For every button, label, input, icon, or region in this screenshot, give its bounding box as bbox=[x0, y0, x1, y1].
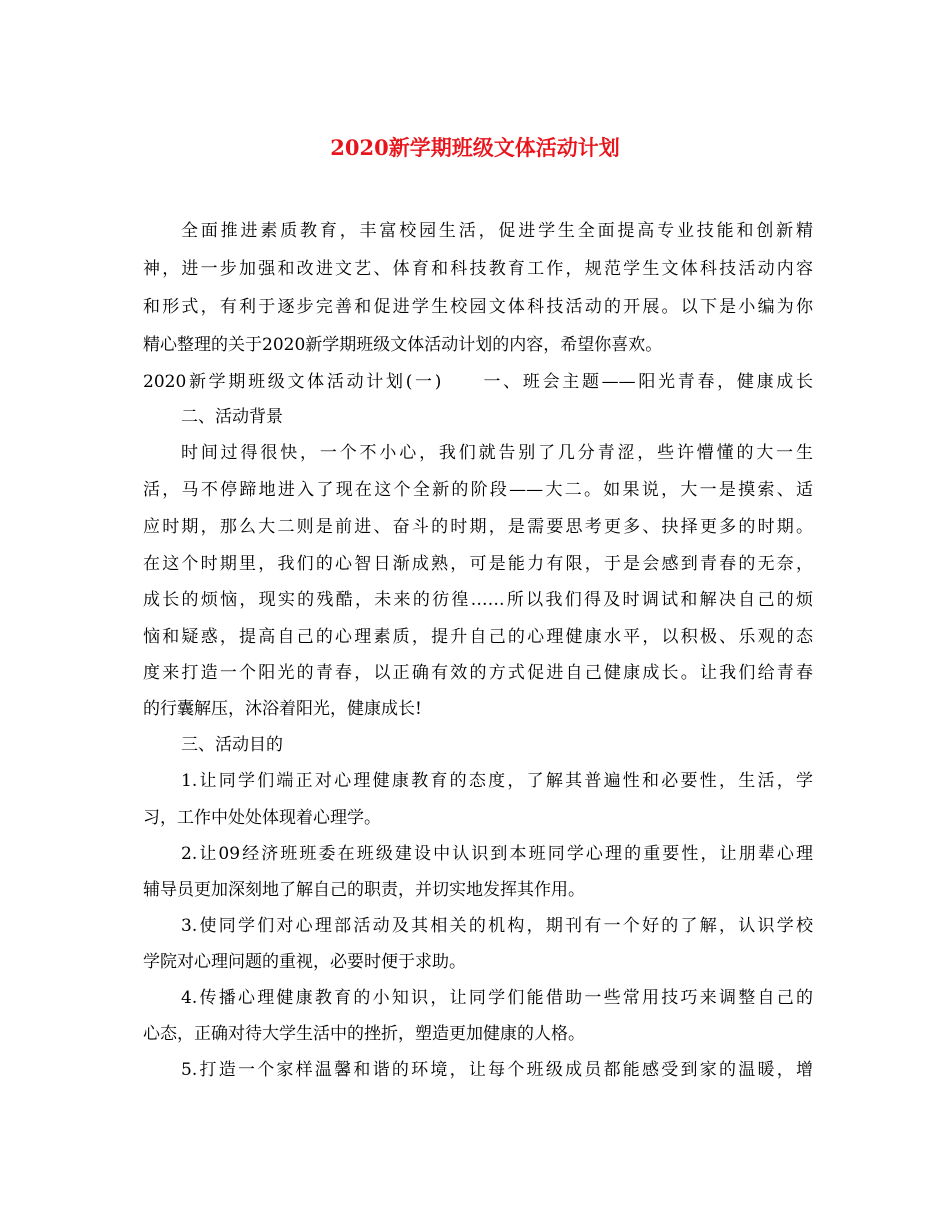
section-heading: 二、活动背景 bbox=[181, 407, 283, 427]
list-item-line: 5.打造一个家样温馨和谐的环境，让每个班级成员都能感受到家的温暖，增 bbox=[181, 1060, 813, 1080]
paragraph-line: 精心整理的关于2020新学期班级文体活动计划的内容，希望你喜欢。 bbox=[143, 335, 663, 355]
paragraph-line: 度来打造一个阳光的青春，以正确有效的方式促进自己健康成长。让我们给青春 bbox=[143, 663, 813, 683]
paragraph-line: 和形式，有利于逐步完善和促进学生校园文体科技活动的开展。以下是小编为你 bbox=[143, 297, 813, 317]
paragraph-line: 时间过得很快，一个不小心，我们就告别了几分青涩，些许懵懂的大一生 bbox=[181, 443, 813, 463]
paragraph-line: 的行囊解压，沐浴着阳光，健康成长! bbox=[143, 699, 422, 719]
paragraph-line: 在这个时期里，我们的心智日渐成熟，可是能力有限，于是会感到青春的无奈， bbox=[143, 554, 813, 574]
paragraph-line: 2020新学期班级文体活动计划(一) 一、班会主题——阳光青春，健康成长 bbox=[143, 372, 813, 392]
paragraph-line: 成长的烦恼，现实的残酷，未来的彷徨……所以我们得及时调试和解决自己的烦 bbox=[143, 590, 813, 610]
paragraph-line: 恼和疑惑，提高自己的心理素质，提升自己的心理健康水平，以积极、乐观的态 bbox=[143, 627, 813, 647]
document-title: 2020新学期班级文体活动计划 bbox=[330, 135, 620, 160]
list-item-line: 3.使同学们对心理部活动及其相关的机构，期刊有一个好的了解，认识学校 bbox=[181, 916, 813, 936]
paragraph-line: 全面推进素质教育，丰富校园生活，促进学生全面提高专业技能和创新精 bbox=[181, 221, 813, 241]
paragraph-line: 神，进一步加强和改进文艺、体育和科技教育工作，规范学生文体科技活动内容 bbox=[143, 259, 813, 279]
list-item-line: 心态，正确对待大学生活中的挫折，塑造更加健康的人格。 bbox=[143, 1024, 585, 1044]
list-item-line: 习，工作中处处体现着心理学。 bbox=[143, 808, 381, 828]
list-item-line: 2.让09经济班班委在班级建设中认识到本班同学心理的重要性，让朋辈心理 bbox=[181, 844, 813, 864]
paragraph-line: 活，马不停蹄地进入了现在这个全新的阶段——大二。如果说，大一是摸索、适 bbox=[143, 480, 813, 500]
section-heading: 三、活动目的 bbox=[181, 735, 283, 755]
paragraph-line: 应时期，那么大二则是前进、奋斗的时期，是需要思考更多、抉择更多的时期。 bbox=[143, 517, 813, 537]
list-item-line: 辅导员更加深刻地了解自己的职责，并切实地发挥其作用。 bbox=[143, 880, 585, 900]
list-item-line: 4.传播心理健康教育的小知识，让同学们能借助一些常用技巧来调整自己的 bbox=[181, 988, 813, 1008]
list-item-line: 1.让同学们端正对心理健康教育的态度，了解其普遍性和必要性，生活，学 bbox=[181, 771, 813, 791]
list-item-line: 学院对心理问题的重视，必要时便于求助。 bbox=[143, 952, 466, 972]
